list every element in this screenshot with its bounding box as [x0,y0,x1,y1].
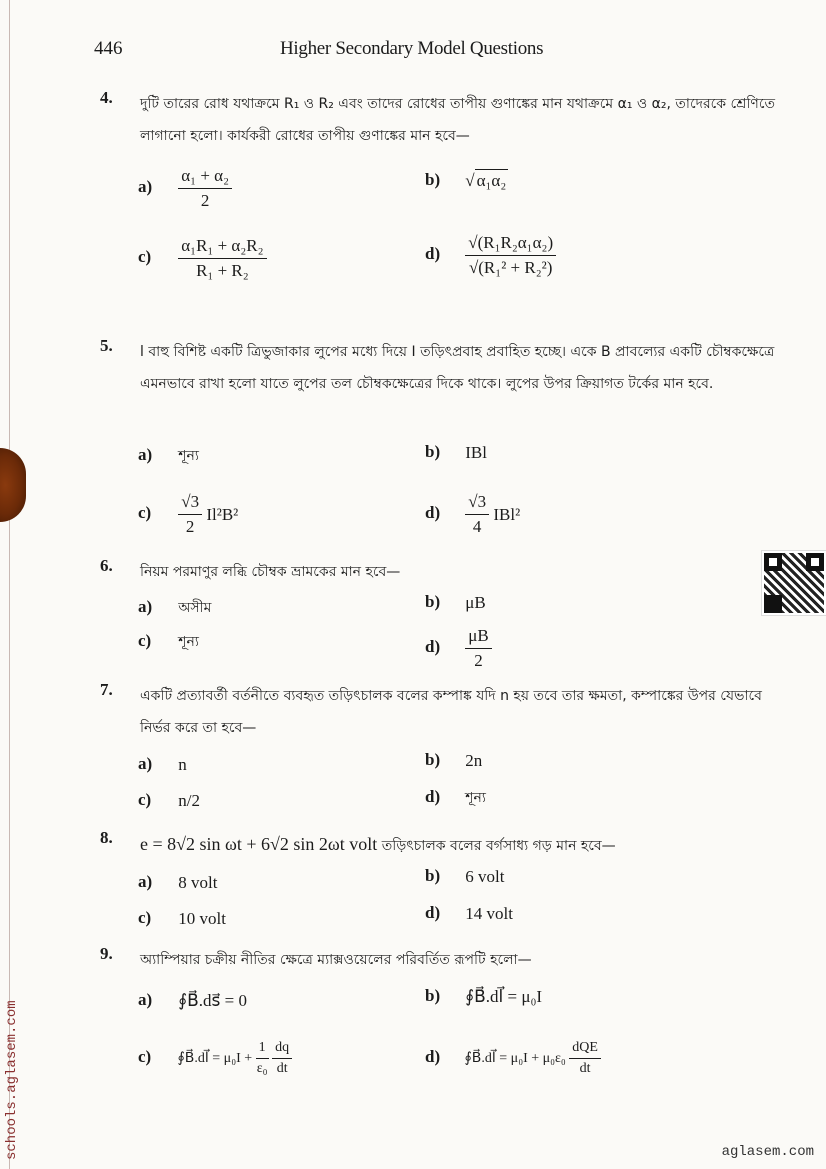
question-text: নিয়ম পরমাণুর লব্ধি চৌম্বক ভ্রামকের মান হবে— [140,564,401,580]
fraction: $\frac{\mu B}{2}$ [465,626,491,671]
fraction: $\frac{\text{dQE}}{dt}$ [569,1040,601,1077]
bottom-watermark: aglasem.com [721,1144,814,1160]
option-label: c) [138,247,152,267]
question-number: 6. [100,556,113,575]
option-label: b) [425,750,441,769]
question-text: একটি প্রত্যাবর্তী বর্তনীতে ব্যবহৃত তড়িৎচালক বলের কম্পাঙ্ক যদি n হয় তবে তার ক্ষমতা, কম্পাঙ্কের উপর যেভাবে নির্ভর করে তা হবে— [140,688,762,736]
option-label: d) [425,503,441,523]
option-c[interactable] [138,236,267,281]
option-b[interactable] [425,170,508,191]
question-text: অ্যাম্পিয়ার চক্রীয় নীতির ক্ষেত্রে ম্যাক্সওয়েলের পরিবর্তিত রূপটি হলো— [140,952,532,968]
side-watermark: schools.aglasem.com [4,1000,20,1160]
question-7 [100,680,790,815]
question-9 [100,944,790,1084]
fraction: $\frac{\text{α₁ + α₂}}{2}$ [178,166,232,211]
option-label: c) [138,1046,152,1066]
option-label: a) [138,754,153,773]
option-b[interactable]: b) 2n [425,750,483,771]
question-number: 8. [100,828,113,847]
option-a[interactable]: a) n [138,754,187,775]
question-number: 5. [100,336,113,355]
option-c[interactable]: c) শূন্য [138,630,199,650]
option-b[interactable]: b) ∮B⃗.dl⃗ = μ₀I [425,986,543,1007]
option-label: d) [425,1046,441,1066]
option-a[interactable] [138,166,232,211]
option-label: d) [425,244,441,264]
option-d[interactable]: d) ∮B⃗.dl⃗ = μ₀I + μ₀ε₀ $\frac{\text{dQE}}{dt}$ [425,1040,601,1077]
option-label: a) [138,872,153,891]
option-label: d) [425,786,441,806]
option-c[interactable]: c) $\frac{√3}{2}$ Il²B² [138,492,239,536]
option-d[interactable]: d) শূন্য [425,786,486,806]
option-label: d) [425,903,441,922]
option-label: a) [138,444,153,464]
fraction: $\frac{1}{\text{ε₀}}$ [256,1040,268,1076]
option-label: c) [138,790,152,809]
option-label: a) [138,596,153,616]
option-label: b) [425,866,441,885]
option-a[interactable]: a) 8 volt [138,872,218,893]
emf-formula: e = 8√2 sin ωt + 6√2 sin 2ωt volt [140,834,378,854]
fraction: $\frac{√3}{4}$ [465,492,489,537]
option-a[interactable]: a) অসীম [138,596,212,616]
question-number: 9. [100,944,113,963]
question-text: l বাহু বিশিষ্ট একটি ত্রিভুজাকার লুপের মধ্যে দিয়ে I তড়িৎপ্রবাহ প্রবাহিত হচ্ছে। একে B প্রাবল্যের একটি চৌম্বকক্ষেত্রে এমনভাবে রাখা হলো যাতে লুপের তল চৌম্বকক্ষেত্রের দিকে থাকে। লুপের উপর ক্রিয়াগত টর্কের মান হবে. [140,344,775,392]
option-label: b) [425,986,441,1005]
option-b[interactable]: b) IBl [425,442,487,463]
option-label: a) [138,177,153,197]
binding-hole-shadow [0,448,26,522]
page-header [94,38,826,64]
option-label: c) [138,630,152,650]
option-label: a) [138,990,153,1009]
square-root: √ α₁α₂ [465,171,507,191]
option-label: d) [425,637,441,657]
page-number: 446 [94,38,123,59]
option-a[interactable]: a) ∮B⃗.ds⃗ = 0 [138,990,247,1011]
option-label: c) [138,908,152,927]
question-6 [100,556,790,671]
question-number: 7. [100,680,113,699]
option-b[interactable]: b) μB [425,592,486,613]
fraction: $\frac{\text{α₁R₁ + α₂R₂}}{\text{R₁ + R₂}}$ [178,236,266,281]
option-label: c) [138,503,152,523]
qr-code-icon[interactable] [762,551,826,615]
fraction: $\frac{dq}{dt}$ [272,1040,292,1077]
running-title: Higher Secondary Model Questions [280,38,544,59]
fraction: $\frac{√3}{2}$ [178,492,202,537]
question-4 [100,88,790,318]
page-edge-line [9,0,10,1169]
option-label: b) [425,442,441,461]
option-a[interactable]: a) শূন্য [138,444,199,464]
option-label: b) [425,592,441,611]
option-d[interactable]: d) 14 volt [425,903,513,924]
question-8 [100,828,790,938]
option-b[interactable]: b) 6 volt [425,866,505,887]
question-text: দুটি তারের রোধ যথাক্রমে R₁ ও R₂ এবং তাদের রোধের তাপীয় গুণাঙ্কের মান যথাক্রমে α₁ ও α₂, তাদেরকে শ্রেণিতে লাগানো হলো। কার্যকরী রোধের তাপীয় গুণাঙ্কের মান হবে— [140,96,775,144]
question-5 [100,336,790,546]
option-label: b) [425,170,441,189]
question-text: e = 8√2 sin ωt + 6√2 sin 2ωt volt তড়িৎচালক বলের বর্গসাধ্য গড় মান হবে— [140,834,616,854]
question-number: 4. [100,88,113,107]
option-c[interactable]: c) ∮B⃗.dl⃗ = μ₀I + $\frac{1}{\text{ε₀}}$ $\frac{dq}{dt}$ [138,1040,292,1077]
fraction: $\frac{\text{√(R₁R₂α₁α₂)}}{\text{√(R₁² + R₂²)}}$ [465,233,556,278]
option-d[interactable] [425,233,556,278]
option-d[interactable]: d) $\frac{√3}{4}$ IBl² [425,492,521,536]
option-c[interactable]: c) n/2 [138,790,200,811]
option-d[interactable] [425,626,492,671]
option-c[interactable]: c) 10 volt [138,908,226,929]
